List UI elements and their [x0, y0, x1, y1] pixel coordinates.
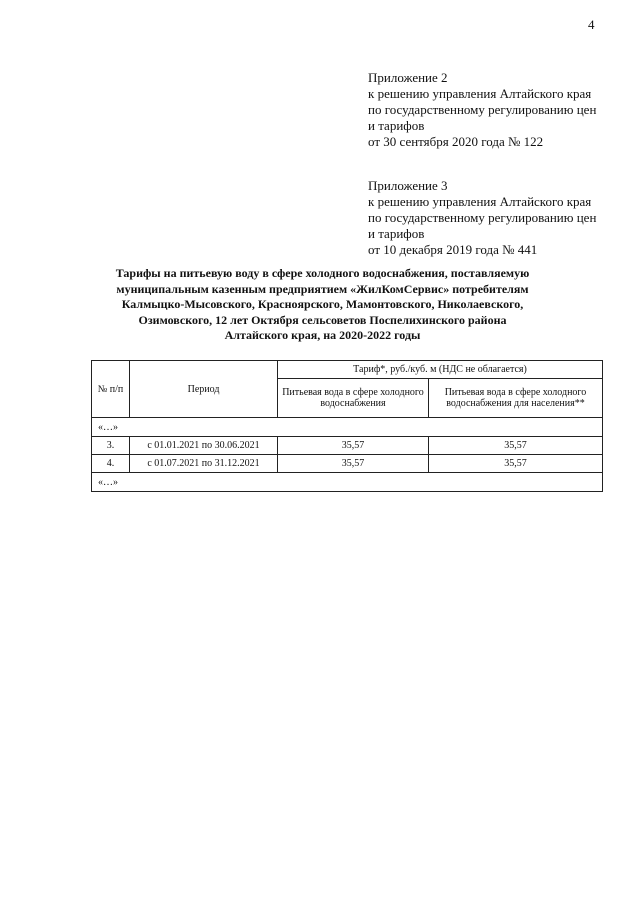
header-population: Питьевая вода в сфере холодного водоснабжения для населения** [429, 379, 603, 418]
row-num: 4. [92, 455, 130, 473]
row-period: с 01.01.2021 по 30.06.2021 [130, 437, 278, 455]
row-num: 3. [92, 437, 130, 455]
table-row [92, 437, 603, 455]
header-tariff-group: Тариф*, руб./куб. м (НДС не облагается) [278, 361, 603, 379]
appendix-line: и тарифов [368, 118, 425, 133]
table-row [92, 455, 603, 473]
table-header-row [92, 361, 603, 379]
header-num: № п/п [92, 361, 130, 418]
row-water: 35,57 [278, 437, 429, 455]
row-period: с 01.07.2021 по 31.12.2021 [130, 455, 278, 473]
appendix-3-header [368, 178, 618, 258]
header-water: Питьевая вода в сфере холодного водоснабжения [278, 379, 429, 418]
document-title [90, 266, 555, 344]
appendix-line: по государственному регулированию цен [368, 210, 597, 225]
title-line: Тарифы на питьевую воду в сфере холодного водоснабжения, поставляемую [115, 266, 530, 280]
title-line: Калмыцко-Мысовского, Краснoярского, Мамонтовского, Николаевского, [121, 297, 524, 311]
row-population: 35,57 [429, 455, 603, 473]
tariff-table [91, 360, 603, 492]
table-ellipsis-row [92, 473, 603, 492]
appendix-line: от 30 сентября 2020 года № 122 [368, 134, 544, 149]
row-population: 35,57 [429, 437, 603, 455]
appendix-line: к решению управления Алтайского края [368, 194, 592, 209]
page-number: 4 [588, 17, 595, 32]
title-line: Алтайского края, на 2020-2022 годы [224, 328, 421, 342]
appendix-line: от 10 декабря 2019 года № 441 [368, 242, 538, 257]
appendix-2-header [368, 70, 618, 150]
appendix-line: и тарифов [368, 226, 425, 241]
ellipsis-cell: «…» [92, 473, 603, 492]
header-period: Период [130, 361, 278, 418]
appendix-line: Приложение 3 [368, 178, 448, 193]
title-line: Озимовского, 12 лет Октября сельсоветов Поспелихинского района [138, 312, 507, 327]
appendix-line: по государственному регулированию цен [368, 102, 597, 117]
appendix-line: к решению управления Алтайского края [368, 86, 592, 101]
row-water: 35,57 [278, 455, 429, 473]
table-ellipsis-row [92, 418, 603, 437]
ellipsis-cell: «…» [92, 418, 603, 437]
appendix-line: Приложение 2 [368, 70, 448, 85]
title-line: муниципальным казенным предприятием «ЖилКомСервис» потребителям [116, 281, 529, 296]
